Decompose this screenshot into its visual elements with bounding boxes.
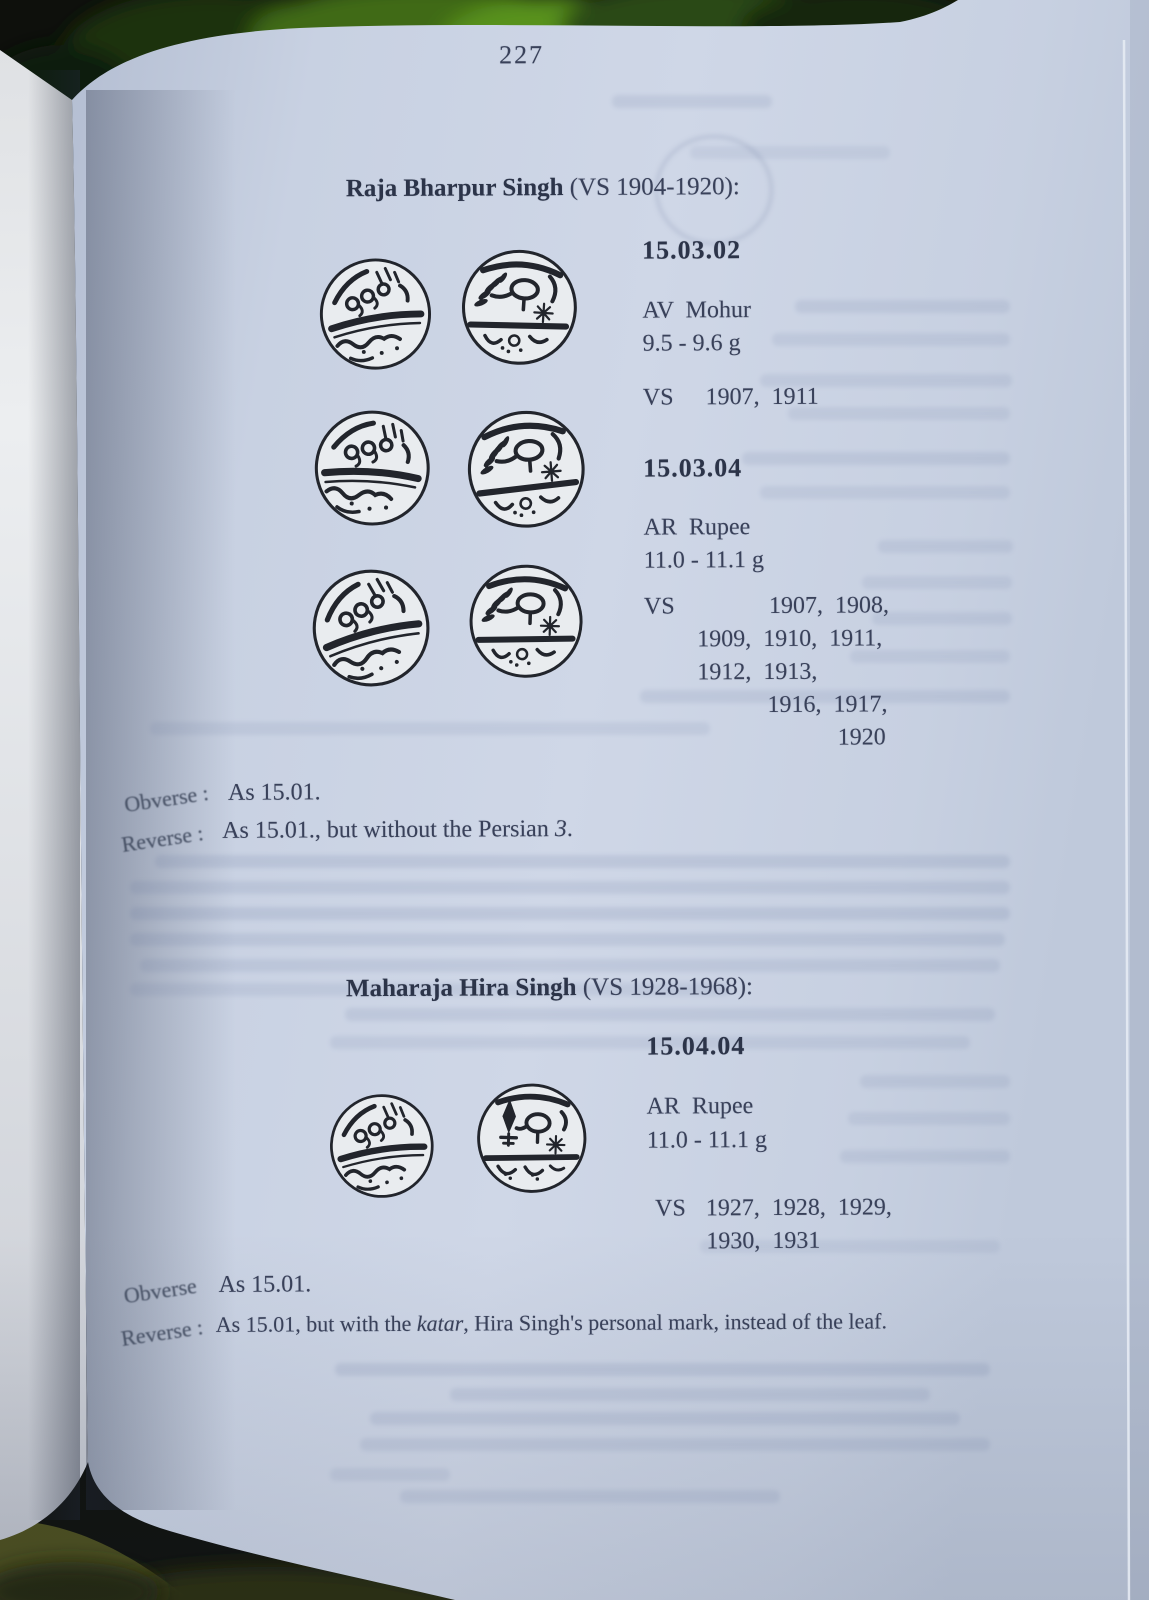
dates-line [655,1194,892,1223]
date-years: 1920 [837,724,886,751]
reverse-text-after: . [566,816,573,843]
coin-hira-rupee-obverse [327,1091,438,1202]
obverse-description: As 15.01. [227,779,321,806]
coin-hira-rupee-reverse-katar [473,1080,590,1197]
catalog-code: 15.03.04 [643,453,743,483]
coin-rupee-reverse-b [466,561,587,682]
weight-range: 9.5 - 9.6 g [642,330,741,357]
obverse-label: Obverse : [122,780,211,818]
coin-rupee-obverse-b [309,566,434,691]
date-years: 1912, 1913, [697,658,818,686]
metal-denomination: AR Rupee [646,1093,754,1120]
section-heading-bharpur-singh [346,173,740,204]
date-years: 1916, 1917, [767,691,888,718]
reverse-text: As 15.01, but with the [215,1310,417,1337]
reverse-text-after: , Hira Singh's personal mark, instead of the leaf. [463,1308,888,1336]
reverse-italic-term: katar [416,1310,464,1336]
reverse-label: Reverse : [119,820,206,857]
reverse-text: As 15.01., but without the Persian [222,816,555,844]
catalog-code: 15.03.02 [642,235,742,265]
date-years: 1907, 1908, [768,592,890,619]
coin-rupee-obverse-a [311,407,434,530]
reverse-italic-term: 3 [554,816,567,843]
reverse-description [216,1308,887,1337]
weight-range: 11.0 - 11.1 g [643,547,765,574]
coin-mohur-obverse [316,255,435,374]
obverse-description: As 15.01. [218,1271,312,1298]
metal-denomination: AV Mohur [642,297,751,324]
date-years: 1930, 1931 [706,1227,821,1255]
ruler-name: Maharaja Hira Singh [345,973,577,1003]
coin-mohur-reverse [458,246,581,369]
date-years: 1909, 1910, 1911, [697,625,883,653]
coin-rupee-reverse-a [464,407,589,532]
date-years: 1927, 1928, 1929, [705,1194,892,1222]
ruler-name: Raja Bharpur Singh [345,174,564,203]
era-label: VS [643,593,675,620]
catalog-code: 15.04.04 [646,1031,746,1061]
dates-line [643,384,819,413]
obverse-label: Obverse [122,1273,199,1309]
era-label: VS [642,384,674,411]
ruler-reign-dates: (VS 1928-1968): [576,973,754,1001]
page-number: 227 [499,40,545,70]
reverse-label: Reverse : [119,1314,205,1351]
date-years: 1907, 1911 [705,383,819,411]
weight-range: 11.0 - 11.1 g [646,1126,768,1154]
era-label: VS [655,1195,686,1222]
ruler-reign-dates: (VS 1904-1920): [563,173,740,202]
reverse-description [222,816,573,845]
metal-denomination: AR Rupee [643,514,751,541]
section-heading-hira-singh [346,973,753,1004]
